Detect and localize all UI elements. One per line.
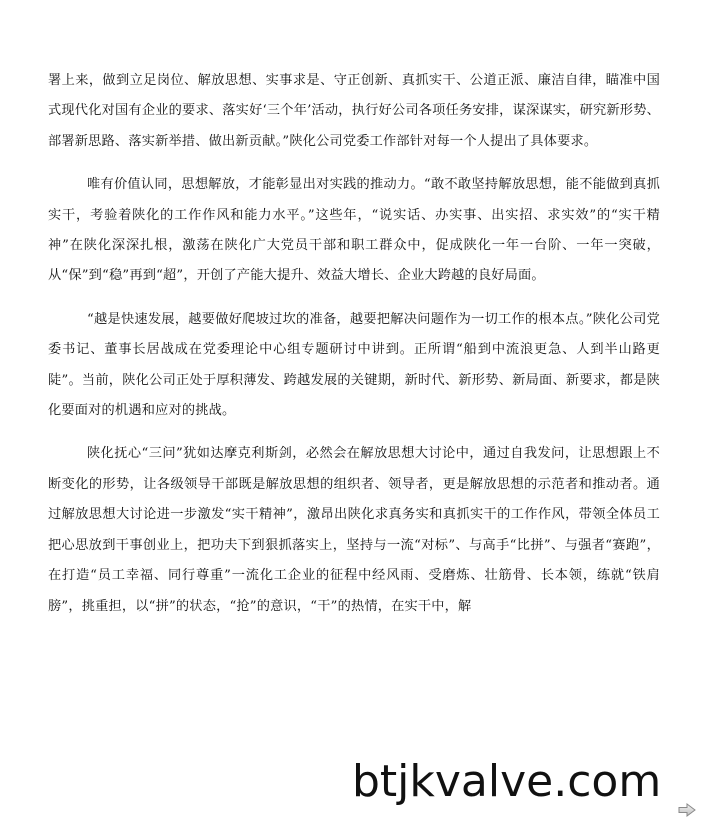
next-page-arrow-icon[interactable] <box>678 803 696 817</box>
paragraph-2: 唯有价值认同，思想解放，才能彰显出对实践的推动力。“敢不敢坚持解放思想，能不能做到真抓实干，考验着陕化的工作作风和能力水平。”这些年，“说实话、办实事、出实招、求实效”的“实干精神”在陕化深深扎根，激荡在陕化广大党员干部和职工群众中，促成陕化一年一台阶、一年一突破，从“保”到“稳”再到“超”，开创了产能大提升、效益大增长、企业大跨越的良好局面。 <box>48 177 660 284</box>
paragraph-3: “越是快速发展，越要做好爬坡过坎的准备，越要把解决问题作为一切工作的根本点。”陕化公司党委书记、董事长居战成在党委理论中心组专题研讨中讲到。正所谓“船到中流浪更急、人到半山路更陡”。当前，陕化公司正处于厚积薄发、跨越发展的关键期，新时代、新形势、新局面、新要求，都是陕化要面对的机遇和应对的挑战。 <box>48 311 660 419</box>
paragraph-1: 署上来，做到立足岗位、解放思想、实事求是、守正创新、真抓实干、公道正派、廉洁自律，瞄准中国式现代化对国有企业的要求、落实好‘三个年’活动，执行好公司各项任务安排，谋深谋实，研究新形势、部署新思路、落实新举措、做出新贡献。”陕化公司党委工作部针对每一个人提出了具体要求。 <box>48 73 660 149</box>
site-watermark: btjkvalve.com <box>352 756 662 807</box>
document-body <box>48 66 660 635</box>
paragraph-4: 陕化抚心“三问”犹如达摩克利斯剑，必然会在解放思想大讨论中，通过自我发问，让思想跟上不断变化的形势，让各级领导干部既是解放思想的组织者、领导者，更是解放思想的示范者和推动者。通过解放思想大讨论进一步激发“实干精神”，激昂出陕化求真务实和真抓实干的工作作风，带领全体员工把心思放到干事创业上，把功夫下到狠抓落实上，坚持与一流“对标”、与高手“比拼”、与强者“赛跑”，在打造“员工幸福、同行尊重”一流化工企业的征程中经风雨、受磨炼、壮筋骨、长本领，练就“铁肩膀”，挑重担，以“拼”的状态，“抢”的意识，“干”的热情，在实干中，解 <box>48 446 660 614</box>
